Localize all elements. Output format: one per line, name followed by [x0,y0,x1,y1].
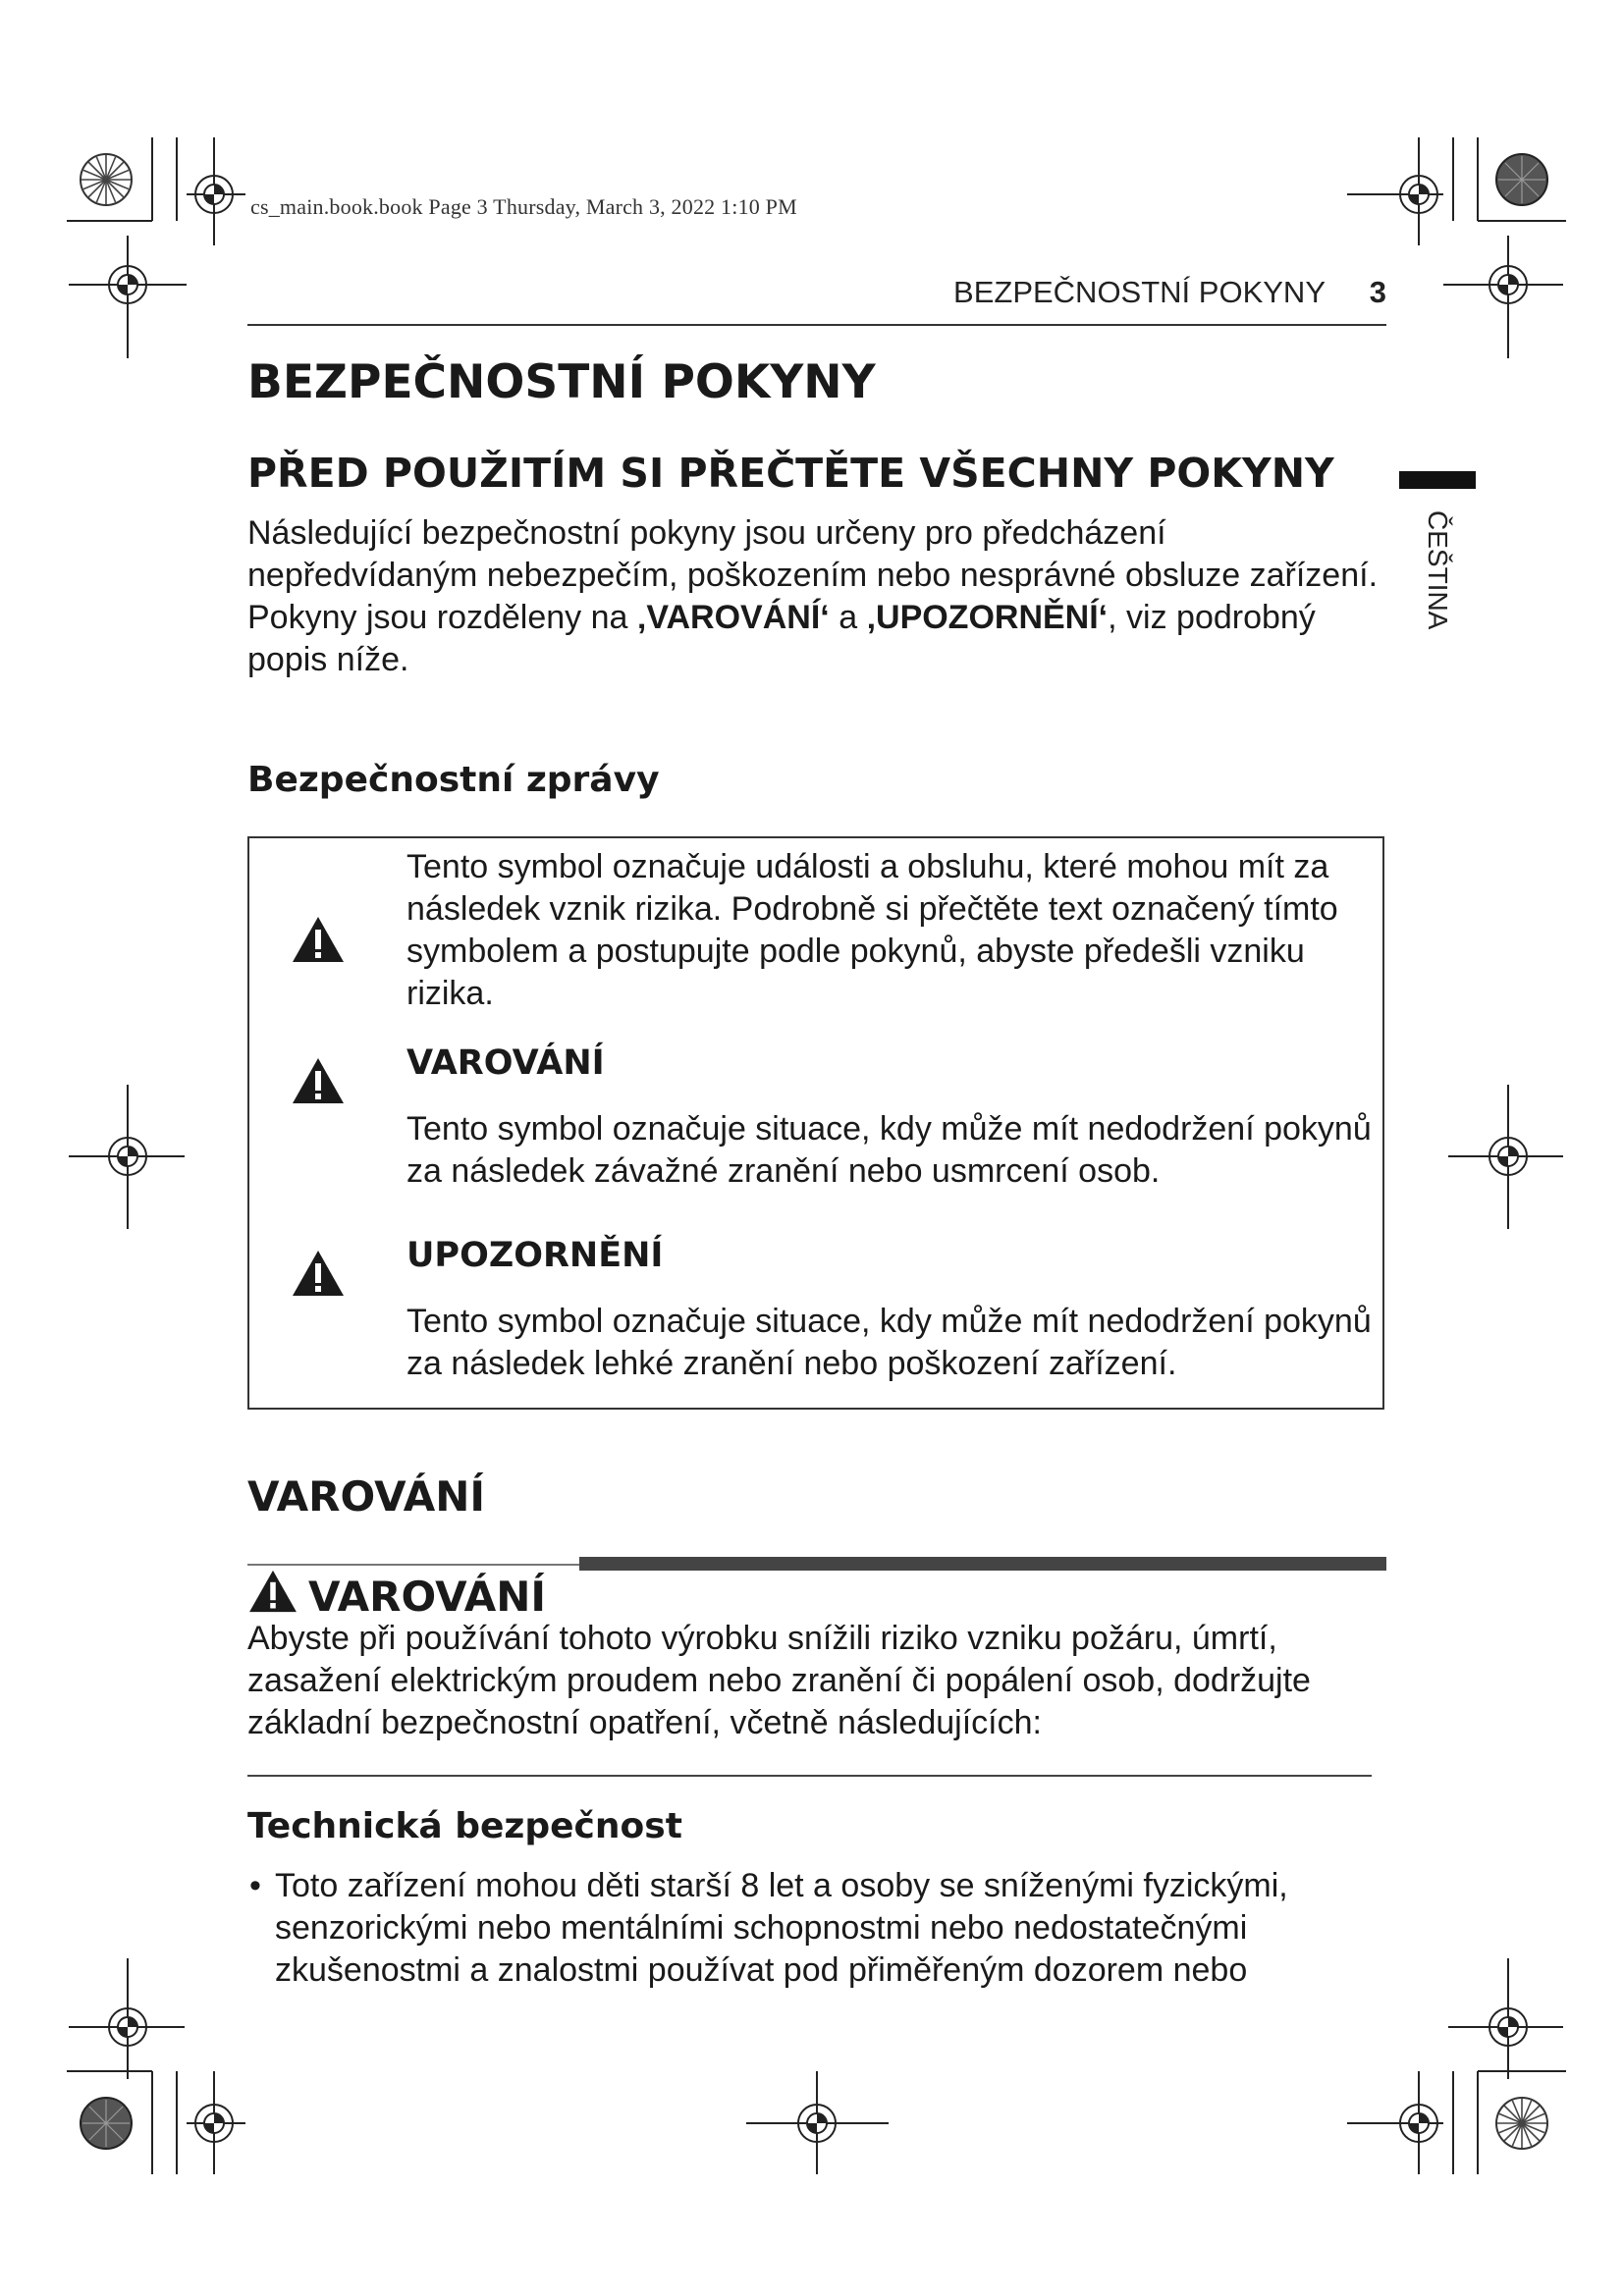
warning-triangle-icon [291,1056,346,1109]
intro-term-caution: ‚UPOZORNĚNÍ‘ [866,599,1109,636]
technical-safety-list [247,1865,1406,1992]
safety-message-general [406,846,1374,1015]
safety-messages-box [247,836,1384,1410]
safety-message-caution-text: Tento symbol označuje situace, kdy může mít nedodržení pokynů za následek lehké zranění nebo poškození zařízení. [406,1303,1372,1382]
technical-safety-heading: Technická bezpečnost [247,1806,682,1846]
warning-intro-text: Abyste při používání tohoto výrobku snížili riziko vzniku požáru, úmrtí, zasažení elektrickým proudem nebo zranění či popálení osob, dodržujte základní bezpečnostní opatření, včetně následujících: [247,1620,1311,1741]
language-tab-marker [1399,471,1476,489]
page-number: 3 [1369,275,1386,309]
safety-message-general-text: Tento symbol označuje události a obsluhu, které mohou mít za následek vznik rizika. Podrobně si přečtěte text označený tímto symbolem a postupujte podle pokynů, abyste předešli vzniku rizika. [406,848,1338,1012]
intro-paragraph-2 [247,597,1391,681]
safety-message-warning [406,1042,1374,1193]
running-header-title: BEZPEČNOSTNÍ POKYNY [953,275,1326,309]
warning-header-thin-rule [247,1564,581,1566]
language-tab [1399,510,1476,658]
intro-paragraph-1: Následující bezpečnostní pokyny jsou určeny pro předcházení nepředvídaným nebezpečím, poškozením nebo nesprávné obsluze zařízení. [247,514,1379,594]
safety-message-warning-label: VAROVÁNÍ [406,1043,605,1083]
warning-section-heading: VAROVÁNÍ [247,1472,486,1521]
warning-triangle-icon [247,1569,298,1624]
language-tab-label: ČEŠTINA [1423,510,1453,630]
warning-box-title-text: VAROVÁNÍ [308,1572,547,1621]
safety-message-caution [406,1235,1374,1385]
intro-p2-before: Pokyny jsou rozděleny na [247,599,637,636]
intro-text [247,512,1391,681]
list-item: • Toto zařízení mohou děti starší 8 let a osoby se sníženými fyzickými, senzorickými nebo mentálními schopnostmi nebo nedostatečnými zkušenostmi a znalostmi používat pod přiměřeným dozorem nebo [247,1865,1406,1992]
intro-term-warning: ‚VAROVÁNÍ‘ [636,599,830,636]
intro-p2-after: , viz podrobný popis níže. [247,599,1316,678]
running-header [247,271,1386,326]
warning-intro [247,1618,1406,1744]
warning-box-title [247,1569,546,1624]
print-info: cs_main.book.book Page 3 Thursday, March 3, 2022 1:10 PM [250,194,797,219]
safety-messages-heading: Bezpečnostní zprávy [247,760,660,800]
intro-p2-mid: a [829,599,867,636]
warning-triangle-icon [291,915,346,968]
safety-message-caution-label: UPOZORNĚNÍ [406,1236,664,1275]
page-title: BEZPEČNOSTNÍ POKYNY [247,355,876,409]
warning-triangle-icon [291,1249,346,1302]
warning-header-bar [579,1557,1386,1571]
page-subtitle: PŘED POUŽITÍM SI PŘEČTĚTE VŠECHNY POKYNY [247,450,1334,497]
section-divider [247,1775,1372,1777]
safety-message-warning-text: Tento symbol označuje situace, kdy může mít nedodržení pokynů za následek závažné zranění nebo usmrcení osob. [406,1110,1372,1190]
